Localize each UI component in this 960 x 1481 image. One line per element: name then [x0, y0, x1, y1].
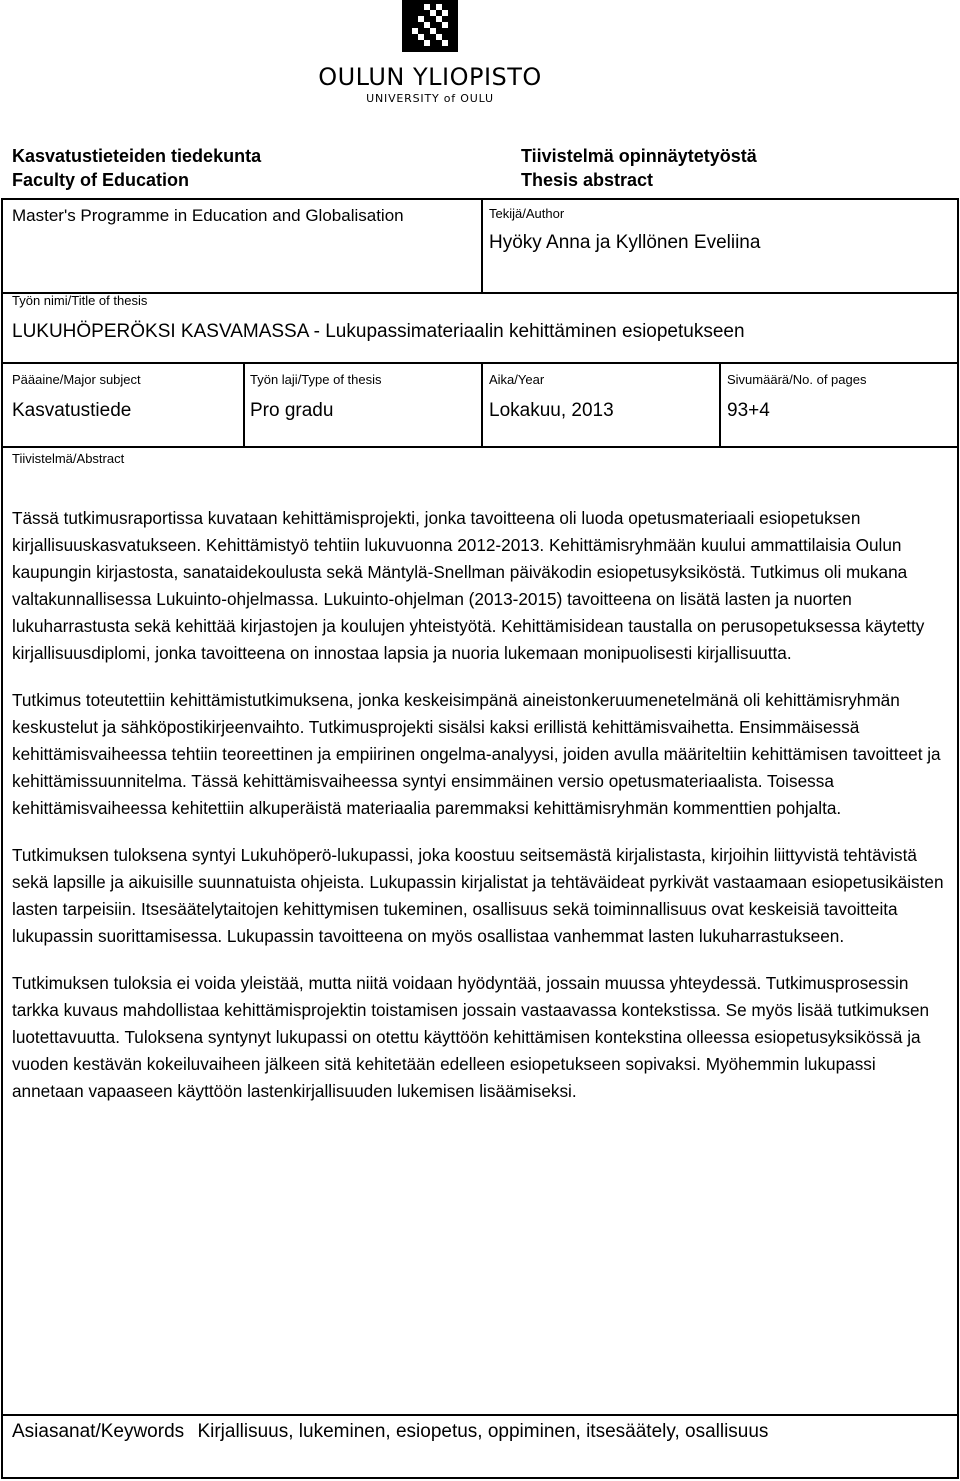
- divider-keywords: [1, 1414, 959, 1416]
- title-value: LUKUHÖPERÖKSI KASVAMASSA - Lukupassimateriaalin kehittäminen esiopetukseen: [12, 321, 745, 342]
- doc-type-fi: Tiivistelmä opinnäytetyöstä: [521, 146, 757, 166]
- author-value: Hyöky Anna ja Kyllönen Eveliina: [489, 232, 761, 253]
- divider-year-pages: [719, 362, 721, 448]
- divider-type-year: [481, 362, 483, 448]
- year-value: Lokakuu, 2013: [489, 400, 614, 421]
- type-value: Pro gradu: [250, 400, 334, 421]
- keywords-value: Kirjallisuus, lukeminen, esiopetus, oppiminen, itsesäätely, osallisuus: [197, 1421, 769, 1442]
- abstract-paragraph: Tutkimuksen tuloksena syntyi Lukuhöperö-lukupassi, joka koostuu seitsemästä kirjalistasta, kirjoihin liittyvistä tehtävistä sekä lapsille ja aikuisille suunnatuista ohjeista. Lukupassin kirjalistat ja tehtäväideat pyrkivät vastaamaan esiopetusikäisten lasten tarpeisiin. Itsesäätelytaitojen kehittymisen tukeminen, osallisuus sekä toiminnallisuus ovat keskeisiä tavoitteita lukupassin suorittamisessa. Lukupassin tavoitteena on myös osallistaa vanhemmat lasten lukuharrastukseen.: [12, 845, 944, 946]
- abstract-label: Tiivistelmä/Abstract: [12, 451, 125, 466]
- faculty-fi: Kasvatustieteiden tiedekunta: [12, 146, 262, 166]
- major-label: Pääaine/Major subject: [12, 372, 141, 387]
- faculty-heading: [12, 144, 261, 192]
- university-name: OULUN YLIOPISTO: [318, 63, 542, 91]
- university-name-en: UNIVERSITY of OULU: [366, 92, 494, 105]
- divider-major-type: [243, 362, 245, 448]
- divider-programme-author: [481, 198, 483, 294]
- keywords-row: [12, 1420, 950, 1444]
- university-logo: [300, 0, 560, 110]
- divider-row-3: [1, 446, 959, 448]
- abstract-body: [12, 505, 950, 1125]
- faculty-en: Faculty of Education: [12, 170, 190, 190]
- document-type-heading: [521, 144, 757, 192]
- abstract-paragraph: Tässä tutkimusraportissa kuvataan kehittämisprojekti, jonka tavoitteena oli luoda opetusmateriaali esiopetuksen kirjallisuuskasvatukseen. Kehittämistyö tehtiin lukuvuonna 2012-2013. Kehittämisryhmään kuului ammattilaisia Oulun kaupungin kirjastosta, sanataidekoulusta sekä Mäntylä-Snellman päiväkodin esiopetusyksiköstä. Tutkimus oli mukana valtakunnallisessa Lukuinto-ohjelmassa. Lukuinto-ohjelman (2013-2015) tavoitteena on lisätä lasten ja nuorten lukuharrastusta sekä kehittää kirjastojen ja koulujen yhteistyötä. Kehittämisidean taustalla on perusopetuksessa käytetty kirjallisuusdiplomi, jonka tavoitteena on innostaa lapsia ja nuoria lukemaan monipuolisesti kirjallisuutta.: [12, 508, 925, 663]
- title-label: Työn nimi/Title of thesis: [12, 293, 148, 308]
- year-label: Aika/Year: [489, 372, 545, 387]
- pages-label: Sivumäärä/No. of pages: [727, 372, 867, 387]
- author-label: Tekijä/Author: [489, 206, 565, 221]
- pages-value: 93+4: [727, 400, 770, 421]
- programme-name: Master's Programme in Education and Globalisation: [12, 206, 404, 225]
- type-label: Työn laji/Type of thesis: [250, 372, 382, 387]
- abstract-paragraph: Tutkimus toteutettiin kehittämistutkimuksena, jonka keskeisimpänä aineistonkeruumenetelmänä oli kehittämisryhmän keskustelut ja sähköpostikirjeenvaihto. Tutkimusprojekti sisälsi kaksi erillistä kehittämisvaihetta. Ensimmäisessä kehittämisvaiheessa tehtiin teoreettinen ja empiirinen ongelma-analyysi, joiden avulla määriteltiin kehittämisen tavoitteet ja kehittämissuunnitelma. Tässä kehittämisvaiheessa syntyi ensimmäinen versio opetusmateriaalista. Toisessa kehittämisvaiheessa kehitettiin alkuperäistä materiaalia paremmaksi kehittämisryhmän kommenttien pohjalta.: [12, 690, 941, 818]
- divider-row-2: [1, 362, 959, 364]
- university-emblem-icon: [402, 0, 458, 52]
- doc-type-en: Thesis abstract: [521, 170, 654, 190]
- abstract-paragraph: Tutkimuksen tuloksia ei voida yleistää, mutta niitä voidaan hyödyntää, jossain muussa yhteydessä. Tutkimusprosessin tarkka kuvaus mahdollistaa kehittämisprojektin toistamisen jossain vastaavassa kontekstissa. Se myös lisää tutkimuksen luotettavuutta. Tuloksena syntynyt lukupassi on otettu käyttöön kehittämisen kontekstina olleessa esiopetusyksikössä ja vuoden kestävän kokeiluvaiheen jälkeen sitä kehitetään edelleen esiopetukseen sopivaksi. Myöhemmin lukupassi annetaan vapaaseen käyttöön lastenkirjallisuuden lukemisen lisäämiseksi.: [12, 973, 930, 1101]
- keywords-label: Asiasanat/Keywords: [12, 1421, 185, 1442]
- major-value: Kasvatustiede: [12, 400, 132, 421]
